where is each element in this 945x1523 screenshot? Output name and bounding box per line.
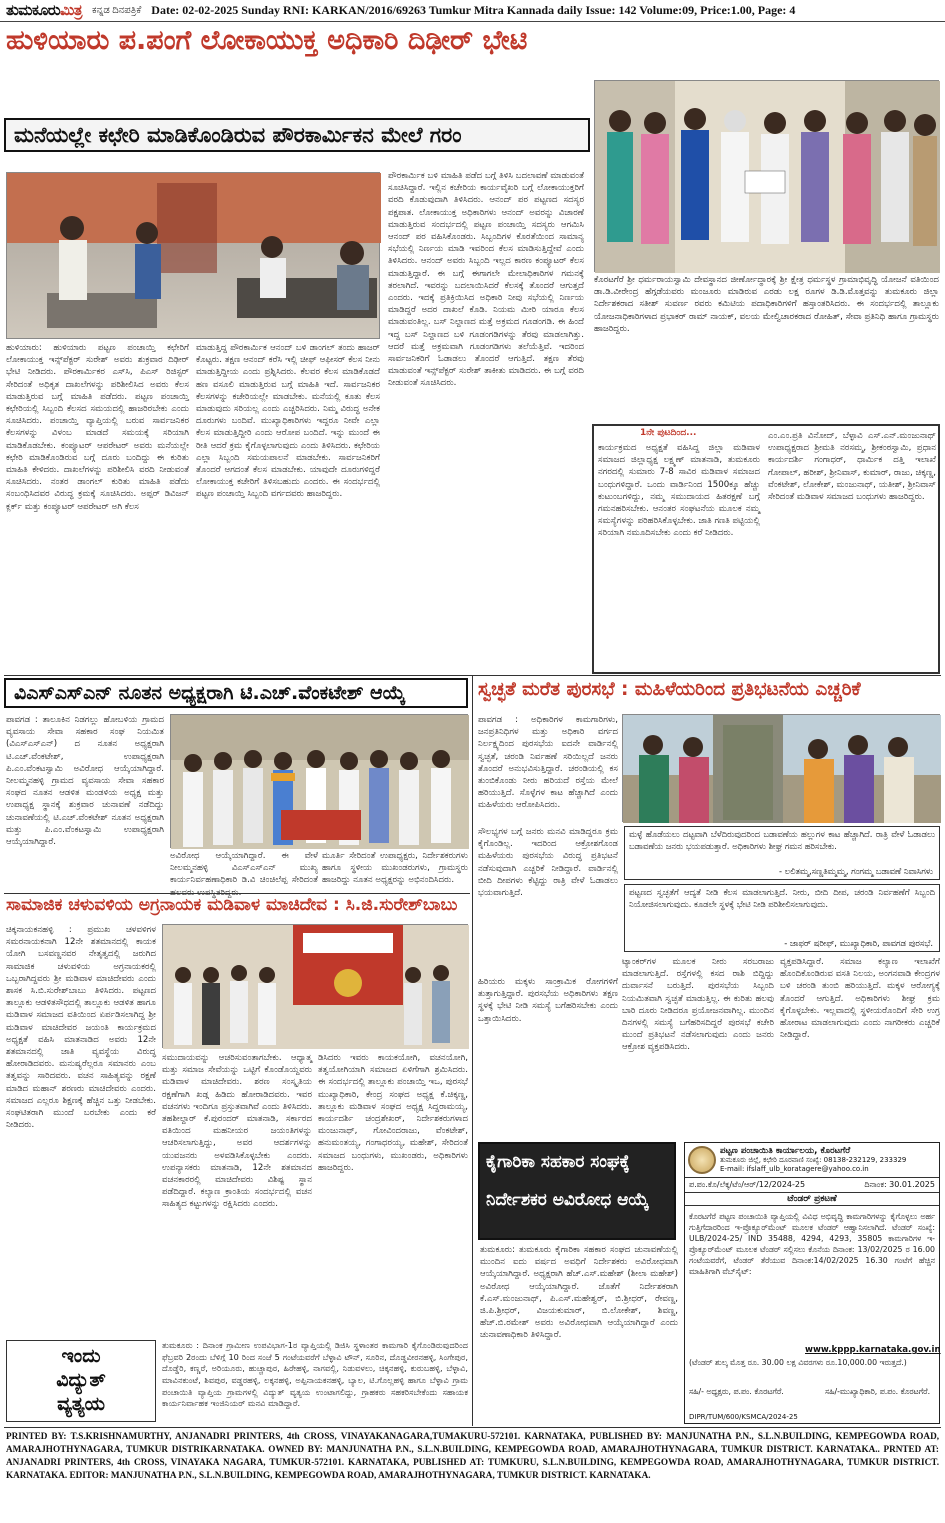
divider-madivala-top [4,893,470,894]
power-cut-body: ತುಮಕೂರು : ದಿನಾಂಕ ಗ್ರಾಮೀಣ ಉಪವಿಭಾಗ-1ರ ವ್ಯಾಪ್ತಿಯಲ್ಲಿ ಡಿಜಿಸಿ ಸ್ಥಳಾಂತರ ಕಾಮಗಾರಿ ಕೈಗೊಂಡಿರುವುದರಿಂದ ಫೆಬ್ರವರಿ 2ರಂದು ಬೆಳಿಗ್ಗೆ 10 ರಿಂದ ಸಂಜೆ 5 ಗಂಟೆಯವರೆಗೆ ಬೆಳ್ಳಾವಿ ಟೌನ್, ಸೂರಿನ, ದೊಡ್ಡವೀರನಹಳ್ಳಿ, ಸಿಂಗೇಪುರ, ದೊಡ್ಡೆರಿ, ಕಣ್ಣರೆ, ಅರಿಯೂರು, ಹುಚ್ಚಾಪುರ, ಹಿರೇಹಳ್ಳಿ, ನಾಗವಲ್ಲಿ, ನಿಡುವಳಲು, ಚಿಕ್ಕನಹಳ್ಳಿ, ಕುರುಬಹಳ್ಳಿ, ಬೆಳ್ಳಾವಿ, ಮಾವಿನಕುಂಟೆ, ಶಿವಪುರ, ವಡ್ಡರಹಳ್ಳಿ, ಲಕ್ಕನಹಳ್ಳಿ, ಅಪ್ಪಿನಾಯಕನಹಳ್ಳಿ, ಬ್ಯಾಲ, ಟಿ.ಗೊಲ್ಲಹಳ್ಳಿ ಹಾಗೂ ಬೆಳ್ಳಾವಿ ಗ್ರಾಮ ಪಂಚಾಯಿತಿ ವ್ಯಾಪ್ತಿಯ ಗ್ರಾಮಗಳಲ್ಲಿ ವಿದ್ಯುತ್ ವ್ಯತ್ಯಯ ಉಂಟಾಗಲಿದ್ದು, ಗ್ರಾಹಕರು ಸಹಕರಿಸಬೇಕೆಂದು ಸಹಾಯಕ ಕಾರ್ಯನಿರ್ವಾಹಕ ಇಂಜಿನಿಯರ್ ಮನವಿ ಮಾಡಿದ್ದಾರೆ. [162,1340,468,1409]
tender-title: ಟೆಂಡರ್ ಪ್ರಕಟಣೆ [685,1193,939,1206]
tender-sign-right: ಸಹಿ/-ಮುಖ್ಯಾಧಿಕಾರಿ, ಪ.ಪಂ. ಕೊರಟಗೆರೆ. [825,1387,931,1396]
madivala-headline: ಸಾಮಾಜಿಕ ಚಳುವಳಿಯ ಅಗ್ರನಾಯಕ ಮಡಿವಾಳ ಮಾಚಿದೇವ : ಸಿ.ಜಿ.ಸುರೇಶ್‌ಬಾಬು [6,895,458,915]
story1-headline: ಹುಳಿಯಾರು ಪ.ಪಂಗೆ ಲೋಕಾಯುಕ್ತ ಅಧಿಕಾರಿ ದಿಢೀರ್ ಭೇಟಿ [6,25,528,56]
masthead-meta: Date: 02-02-2025 Sunday RNI: KARKAN/2016/69263 Tumkur Mitra Kannada daily Issue: 142 Volume:09, Price:1.00, Page: 4 [151,3,796,17]
memorial-column-2: ಎಂ.ಎಂ.ಪ್ರತಿ ವಿನೋದ್, ಬೆಳ್ಳಾವಿ ಎಸ್.ಎನ್.ಮಂಜುನಾಥ್ ಉಪಾಧ್ಯಕ್ಷರಾದ ಶ್ರೀಮತಿ ನರಸಮ್ಮ, ಶ್ರೀಕಂಠಸ್ವಾಮಿ, ಪ್ರಧಾನ ಕಾರ್ಯದರ್ಶಿ ಗಂಗಾಧರ್, ಧಾರ್ಮಿಕ ದತ್ತಿ ಇಲಾಖೆ ಗೋಪಾಲ್, ಹರೀಶ್, ಶ್ರೀನಿವಾಸ್, ಕುಮಾರ್, ರಾಜು, ಚಿಕ್ಕಣ್ಣ, ವೆಂಕಟೇಶ್, ಲೋಕೇಶ್, ಮಂಜುನಾಥ್, ಯತೀಶ್, ಶ್ರೀನಿವಾಸ್ ಸೇರಿದಂತೆ ಮಡಿವಾಳ ಸಮಾಜದ ಬಂಧುಗಳು ಹಾಜರಿದ್ದರು. [768,431,936,503]
tender-district: ತುಮಕೂರು ಜಿಲ್ಲೆ, ಕಛೇರಿ ದೂರವಾಣಿ ಸಂಖ್ಯೆ: 08138-232129, 233329 [720,1156,907,1164]
officer-quote-text: ಪಟ್ಟಣದ ಸ್ವಚ್ಛತೆಗೆ ಆದ್ಯತೆ ನೀಡಿ ಕೆಲಸ ಮಾಡಲಾಗುತ್ತಿದೆ. ನೀರು, ಬೀದಿ ದೀಪ, ಚರಂಡಿ ನಿರ್ವಹಣೆಗೆ ಸಿಬ್ಬಂದಿ ನಿಯೋಜಿಸಲಾಗುವುದು. ಕೂಡಲೇ ಸ್ಥಳಕ್ಕೆ ಭೇಟಿ ನೀಡಿ ಪರಿಶೀಲಿಸಲಾಗುವುದು. [629,887,935,909]
madivala-event-photo [162,924,468,1048]
memorial-box [592,424,940,674]
kaigarika-body: ತುಮಕೂರು: ತುಮಕೂರು ಕೈಗಾರಿಕಾ ಸಹಕಾರ ಸಂಘದ ಚುನಾವಣೆಯಲ್ಲಿ ಮುಂದಿನ ಐದು ವರ್ಷದ ಅವಧಿಗೆ ನಿರ್ದೇಶಕರು ಅವಿರೋಧವಾಗಿ ಆಯ್ಕೆಯಾಗಿದ್ದಾರೆ. ಅಧ್ಯಕ್ಷರಾಗಿ ಹೆಚ್.ಎಸ್.ಮಹೇಶ್ (ಶೀಲಾ ಮಹೇಶ್) ಅವಿರೋಧ ಆಯ್ಕೆಯಾಗಿದ್ದಾರೆ. ಜೊತೆಗೆ ನಿರ್ದೇಶಕರಾಗಿ ಕೆ.ಎಸ್.ಮಂಜುನಾಥ್, ಪಿ.ಎಸ್.ಮಹೇಶ್ವರ್, ಬಿ.ಶ್ರೀಧರ್, ರೇವಣ್ಣ, ಜಿ.ಪಿ.ಶ್ರೀಧರ್, ವಿಜಯಕುಮಾರ್, ಬಿ.ಲೋಕೇಶ್, ಶಿವಣ್ಣ, ಹೆಚ್.ಬಿ.ರಮೇಶ್ ಅವರು ಅವಿರೋಧವಾಗಿ ಆಯ್ಕೆಯಾಗಿದ್ದಾರೆ ಎಂದು ಚುನಾವಣಾಧಿಕಾರಿ ತಿಳಿಸಿದ್ದಾರೆ. [480,1245,678,1341]
women-protest-illustration [623,715,941,823]
tender-code: DIPR/TUM/600/KSMCA/2024-25 [689,1413,798,1421]
madivala-column-3: ಡಿಸಿದರು ಇವರು ಕಾಯಕಯೋಗಿ, ವಚನಯೋಗಿ, ತತ್ವಯೋಗಿಯಾಗಿ ಸಮಾಜದ ಏಳಿಗೆಗಾಗಿ ಶ್ರಮಿಸಿದರು. ಈ ಸಂದರ್ಭದಲ್ಲಿ ತಾಲ್ಲೂಕು ಪಂಚಾಯ್ತಿ ಇಒ, ಪುರಸಭೆ ಮುಖ್ಯಾಧಿಕಾರಿ, ಕೇಂದ್ರ ಸಂಘದ ಅಧ್ಯಕ್ಷ ಕೆ.ಚಿಕ್ಕಣ್ಣ, ತಾಲ್ಲೂಕು ಮಡಿವಾಳ ಸಂಘದ ಅಧ್ಯಕ್ಷ ಸಿದ್ದರಾಮಯ್ಯ, ಕಾರ್ಯದರ್ಶಿ ಚಂದ್ರಶೇಖರ್, ನಿರ್ದೇಶಕರುಗಳಾದ ಮಂಜುನಾಥ್, ಗೋವಿಂದರಾಜು, ವೆಂಕಟೇಶ್, ಹನುಮಂತಯ್ಯ, ಗಂಗಾಧರಯ್ಯ, ಮಹೇಶ್, ಸೇರಿದಂತೆ ಸಮಾಜದ ಬಂಧುಗಳು, ಮುಖಂಡರು, ಅಧಿಕಾರಿಗಳು ಹಾಜರಿದ್ದರು. [318,1053,468,1173]
memorial-column-1: ಕಾರ್ಯಕ್ರಮದ ಅಧ್ಯಕ್ಷತೆ ವಹಿಸಿದ್ದ ಜಿಲ್ಲಾ ಮಡಿವಾಳ ಸಮಾಜದ ಜಿಲ್ಲಾಧ್ಯಕ್ಷ ಲಕ್ಷ್ಮಣ್ ಮಾತನಾಡಿ, ತುಮಕೂರು ನಗರದಲ್ಲಿ ಸುಮಾರು 7-8 ಸಾವಿರ ಮಡಿವಾಳ ಸಮಾಜದ ಬಂಧುಗಳಿದ್ದಾರೆ. ಒಂದು ವಾರ್ಡಿನಿಂದ 1500ಕ್ಕೂ ಹೆಚ್ಚು ಕುಟುಂಬಗಳಿದ್ದು, ನಮ್ಮ ಸಮುದಾಯದ ಹಿತರಕ್ಷಣೆ ಬಗ್ಗೆ ಗಮನಹರಿಸಬೇಕು. ಆನಂತರ ಸಂಘಟನೆಯ ಮೂಲಕ ನಮ್ಮ ಸಮಸ್ಯೆಗಳನ್ನು ಪರಿಹರಿಸಿಕೊಳ್ಳಬೇಕು. ಜಾತಿ ಗಣತಿ ಪಟ್ಟಿಯಲ್ಲಿ ಸರಿಯಾಗಿ ನಮೂದಿಸಬೇಕು ಎಂದು ಕರೆ ನೀಡಿದರು. [598,443,760,539]
resident-quote-text: ಮಳ್ಳೆ ಹೊಡೆಯಲು ದಟ್ಟವಾಗಿ ಬೆಳೆದಿರುವುದರಿಂದ ಬಡಾವಣೆಯ ಹಲ್ಲುಗಳ ಕಾಟ ಹೆಚ್ಚಾಗಿದೆ. ರಾತ್ರಿ ವೇಳೆ ಓಡಾಡಲು ಬಡಾವಣೆಯ ಜನರು ಭಯಪಡುತ್ತಾರೆ. ಅಧಿಕಾರಿಗಳು ಶೀಘ್ರ ಗಮನ ಹರಿಸಬೇಕು. [629,829,935,851]
cheque-handover-illustration [595,81,940,273]
resident-quote-box [624,826,940,880]
swachhata-column-1: ಪಾವಗಡ : ಅಧಿಕಾರಿಗಳ ಕಾಮಗಾರಿಗಳು, ಜನಪ್ರತಿನಿಧಿಗಳ ಮತ್ತು ಅಧಿಕಾರಿ ವರ್ಗದ ನಿರ್ಲಕ್ಷ್ಯದಿಂದ ಪುರಸಭೆಯ ಐದನೇ ವಾರ್ಡಿನಲ್ಲಿ ಸ್ವಚ್ಛತೆ, ಚರಂಡಿ ನಿರ್ವಹಣೆ ಸರಿಯಿಲ್ಲದೆ ಜನರು ತೊಂದರೆ ಅನುಭವಿಸುತ್ತಿದ್ದಾರೆ. ಚರಂಡಿಯಲ್ಲಿ ಕಸ ತುಂಬಿಕೊಂಡು ನೀರು ಹರಿಯದೆ ರಸ್ತೆಯ ಮೇಲೆ ಹರಿಯುತ್ತಿದೆ. ಸೊಳ್ಳೆಗಳ ಕಾಟ ಹೆಚ್ಚಾಗಿದೆ ಎಂದು ಮಹಿಳೆಯರು ಆರೋಪಿಸಿದರು. [478,715,618,811]
swachhata-women-photo [622,714,940,822]
vssn-column-1: ಪಾವಗಡ : ತಾಲೂಕಿನ ನಿಡಗಲ್ಲು ಹೋಬಳಿಯ ಗ್ರಾಮದ ವ್ಯವಸಾಯ ಸೇವಾ ಸಹಕಾರ ಸಂಘ ನಿಯಮಿತ (ವಿಎಸ್‌ಎಸ್‌ಎನ್) ದ ನೂತನ ಅಧ್ಯಕ್ಷರಾಗಿ ಟಿ.ಎಚ್.ವೆಂಕಟೇಶ್, ಉಪಾಧ್ಯಕ್ಷರಾಗಿ ಪಿ.ಎಂ.ವೆಂಕಟಸ್ವಾಮಿ ಅವಿರೋಧ ಆಯ್ಕೆಯಾಗಿದ್ದಾರೆ. ನೀಲಮ್ಮನಹಳ್ಳಿ ಗ್ರಾಮದ ವ್ಯವಸಾಯ ಸೇವಾ ಸಹಕಾರ ಸಂಘದ ನೂತನ ಆಡಳಿತ ಮಂಡಳಿಯ ಅಧ್ಯಕ್ಷ ಮತ್ತು ಉಪಾಧ್ಯಕ್ಷ ಸ್ಥಾನಕ್ಕೆ ಶುಕ್ರವಾರ ಚುನಾವಣೆ ನಡೆದಿದ್ದು ಚುನಾವಣೆಯಲ್ಲಿ ಟಿ.ಎಚ್.ವೆಂಕಟೇಶ್ ನೂತನ ಅಧ್ಯಕ್ಷರಾಗಿ ಮತ್ತು ಪಿ.ಎಂ.ವೆಂಕಟಸ್ವಾಮಿ ಉಪಾಧ್ಯಕ್ಷರಾಗಿ ಆಯ್ಕೆಯಾಗಿದ್ದಾರೆ. [6,715,164,848]
dharmasthala-cheque-photo [594,80,939,272]
power-label-line-1: ಇಂದು [61,1345,101,1367]
lokayukta-office-photo [6,172,380,339]
resident-quote-attribution: - ಲಲಿತಮ್ಮ,ಸಣ್ಣತಿಮ್ಮಮ್ಮ, ಗಂಗಮ್ಮ ಬಡಾವಣೆ ನಿವಾಸಿಗಳು [779,866,933,876]
tender-ref: ಪ.ಪಂ.ಕೊ/ಲೆಕ್ಕ/ಟೆಂ/ಆರ್/12/2024-25 [689,1180,806,1189]
imprint-footer: PRINTED BY: T.S.KRISHNAMURTHY, ANJANADRI PRINTERS, 4th CROSS, VINAYAKANAGARA,TUMAKURU-572101. KARNATAKA, PUBLISHED BY: MANJUNATHA P.N., S.L.N.BUILDING, KEMPEGOWDA ROAD, AMARAJHOTHYNAGARA, TUMKUR DISTRIKARNATAKA. OWNED BY: MANJUNATHA P.N., S.L.N.BUILDING, KEMPEGOWDA ROAD, AMARAJHOTHYNAGARA, TUMKUR DISTRICT. KARNATAKA.. PRNTED AT: ANJANADRI PRINTERS, 4th CROSS, VINAYAKA NAGARA, TUMKUR-572101. KARNATAKA, PUBLISHED AT: TUMKURU, S.L.N.BUILDING, KEMPEGOWDA ROAD, AMARAJHOTHYNAGARA, TUMKUR DISTRICT. KARNATAKA. EDITOR: MANJUNATHA P.N., S.L.N.BUILDING, KEMPEGOWDA ROAD, AMARAJHOTHYNAGARA, TUMKUR DISTRICT. KARNATAKA. [6,1431,939,1480]
logo-part-1: ತುಮಕೂರು [6,2,61,19]
power-cut-label [7,1345,155,1416]
vssn-felicitation-photo [170,714,468,848]
madivala-event-illustration [163,925,469,1049]
tender-email: E-mail: ifslaff_ulb_koratagere@yahoo.co.in [720,1165,869,1174]
officer-quote-attribution: - ಜಾಫರ್ ಷರೀಫ್, ಮುಖ್ಯಾಧಿಕಾರಿ, ಪಾವಗಡ ಪುರಸಭೆ. [784,938,933,948]
story1-column-1: ಹುಳಿಯಾರು: ಹುಳಿಯಾರು ಪಟ್ಟಣ ಪಂಚಾಯ್ತಿ ಕಛೇರಿಗೆ ಲೋಕಾಯುಕ್ತ ಇನ್ಸ್‌ಪೆಕ್ಟರ್ ಸುರೇಶ್ ಅವರು ಶುಕ್ರವಾರ ದಿಢೀರ್ ಭೇಟಿ ನೀಡಿದರು. ಪೌರಕಾರ್ಮಿಕರ ಎಸ್‌ಸಿ, ಪಿಎಸ್ ರಿಜಿಸ್ಟರ್ ಸೇರಿದಂತೆ ಅಧಿಕೃತ ದಾಖಲೆಗಳನ್ನು ಪರಿಶೀಲಿಸಿದ ಅವರು ಕೆಲಸ ಮಾಡುತ್ತಿರುವ ಬಗ್ಗೆ ಮಾಹಿತಿ ಪಡೆದರು. ಪಟ್ಟಣ ಪಂಚಾಯ್ತಿ ಕಛೇರಿಯಲ್ಲಿ ಸಿಬ್ಬಂದಿ ಕೆಲಸದ ಸಮಯದಲ್ಲಿ ಹಾಜರಿರಬೇಕು ಎಂದು ಸೂಚಿಸಿದರು. ಪಂಚಾಯ್ತಿ ವ್ಯಾಪ್ತಿಯಲ್ಲಿ ಬರುವ ಸಾರ್ವಜನಿಕರ ಕೆಲಸಗಳನ್ನು ವಿಳಂಬ ಮಾಡದೆ ಸಮಯಕ್ಕೆ ಸರಿಯಾಗಿ ಮಾಡಿಕೊಡಬೇಕು. ಕಂಪ್ಯೂಟರ್ ಆಪರೇಟರ್ ಅವರು ಮನೆಯಲ್ಲೇ ಕಛೇರಿ ಮಾಡಿಕೊಂಡಿರುವ ಬಗ್ಗೆ ದೂರು ಬಂದಿದ್ದು ಈ ಕುರಿತು ಮಾಹಿತಿ ಕೇಳಿದರು. ದಾಖಲೆಗಳನ್ನು ಪರಿಶೀಲಿಸಿ ವರದಿ ನೀಡುವಂತೆ ಸೂಚಿಸಿದರು. ನಂತರ ಡಾಂಗಲ್ ಕುರಿತು ಮಾಹಿತಿ ಪಡೆದು ಸಂಬಂಧಿಸಿದವರ ವಿರುದ್ಧ ಕ್ರಮಕ್ಕೆ ಸೂಚಿಸಿದರು. ಅಪ್ಪರ್ ಡಿವಿಜನ್ ಕ್ಲರ್ಕ್ ಮತ್ತು ಕಂಪ್ಯೂಟರ್ ಆಪರೇಟರ್ ಅಗಿ ಕೆಲಸ [6,343,189,512]
tender-sign-left: ಸಹಿ/- ಅಧ್ಯಕ್ಷರು, ಪ.ಪಂ. ಕೊರಟಗೆರೆ. [689,1387,784,1396]
story1-column-2: ಮಾಡುತ್ತಿದ್ದ ಪೌರಕಾರ್ಮಿಕ ಆನಂದ್ ಬಳಿ ಡಾಂಗಲ್ ತಂದು ಹಾಜರ್ ಕೊಟ್ಟರು. ತಕ್ಷಣ ಆನಂದ್ ಕರೆಸಿ ಇಲ್ಲಿ ಚೀಫ್ ಆಫೀಸರ್ ಕೆಲಸ ನೀನು ಮಾಡುತ್ತಿದ್ದೀಯ ಎಂದು ಪ್ರಶ್ನಿಸಿದರು. ಕೆಲವರ ಕೆಲಸ ಮಾಡಿಕೊಡದೆ ಹಣ ವಸೂಲಿ ಮಾಡುತ್ತಿರುವ ಬಗ್ಗೆ ಮಾಹಿತಿ ಇದೆ. ಸಾರ್ವಜನಿಕರ ಕೆಲಸಗಳನ್ನು ಕಚೇರಿಯಲ್ಲೇ ಮಾಡಬೇಕು. ಮನೆಯಲ್ಲಿ ಕೂತು ಕೆಲಸ ಮಾಡುವುದು ಸರಿಯಲ್ಲ ಎಂದು ಎಚ್ಚರಿಸಿದರು. ನಿಮ್ಮ ವಿರುದ್ಧ ಅನೇಕ ದೂರುಗಳು ಬಂದಿವೆ. ಮುಖ್ಯಾಧಿಕಾರಿಗಳು ಇದ್ದರೂ ನೀವೇ ಎಲ್ಲಾ ಕೆಲಸ ಮಾಡುತ್ತಿದ್ದೀರಿ ಎಂದು ಆರೋಪ ಬಂದಿದೆ. ಇನ್ನು ಮುಂದೆ ಈ ರೀತಿ ಆದರೆ ಕ್ರಮ ಕೈಗೊಳ್ಳಲಾಗುವುದು ಎಂದು ತಿಳಿಸಿದರು. ಕಛೇರಿಯ ಎಲ್ಲಾ ಸಿಬ್ಬಂದಿ ಸಮಯಪಾಲನೆ ಮಾಡಬೇಕು. ಸಾರ್ವಜನಿಕರಿಗೆ ತೊಂದರೆ ಆಗದಂತೆ ಕೆಲಸ ಮಾಡಬೇಕು. ಯಾವುದೇ ದೂರುಗಳಿದ್ದರೆ ಲೋಕಾಯುಕ್ತ ಕಚೇರಿಗೆ ತಿಳಿಸಬಹುದು ಎಂದರು. ಈ ಸಂದರ್ಭದಲ್ಲಿ ಪಟ್ಟಣ ಪಂಚಾಯ್ತಿ ಸಿಬ್ಬಂದಿ ವರ್ಗದವರು ಹಾಜರಿದ್ದರು. [196,343,380,500]
kaigarika-headline-line-1: ಕೈಗಾರಿಕಾ ಸಹಕಾರ ಸಂಘಕ್ಕೆ [486,1152,630,1172]
tender-notice [684,1142,940,1424]
memorial-title: 1ನೇ ಪುಟದಿಂದ... [640,428,697,438]
swachhata-column-2: ಸೌಲಭ್ಯಗಳ ಬಗ್ಗೆ ಜನರು ಮನವಿ ಮಾಡಿದ್ದರೂ ಕ್ರಮ ಕೈಗೊಂಡಿಲ್ಲ. ಇದರಿಂದ ಆಕ್ರೋಶಗೊಂಡ ಮಹಿಳೆಯರು ಪುರಸಭೆಯ ವಿರುದ್ಧ ಪ್ರತಿಭಟನೆ ನಡೆಸುವುದಾಗಿ ಎಚ್ಚರಿಕೆ ನೀಡಿದ್ದಾರೆ. ವಾರ್ಡಿನಲ್ಲಿ ಬೀದಿ ದೀಪಗಳು ಕೆಟ್ಟಿದ್ದು ರಾತ್ರಿ ವೇಳೆ ಓಡಾಡಲು ಭಯವಾಗುತ್ತಿದೆ. [478,827,618,899]
divider-footer-top [4,1427,941,1428]
dharmasthala-caption: ಕೊರಟಗೆರೆ ಶ್ರೀ ಧರ್ಮರಾಯಸ್ವಾಮಿ ದೇವಸ್ಥಾನದ ಜೀರ್ಣೋದ್ಧಾರಕ್ಕೆ ಶ್ರೀ ಕ್ಷೇತ್ರ ಧರ್ಮಸ್ಥಳ ಗ್ರಾಮಾಭಿವೃದ್ಧಿ ಯೋಜನೆ ವತಿಯಿಂದ ಡಾ.ಡಿ.ವೀರೇಂದ್ರ ಹೆಗ್ಗಡೆಯವರು ಮಂಜೂರು ಮಾಡಿರುವ ಎರಡು ಲಕ್ಷ ರೂಗಳ ಡಿ.ಡಿ.ಮೊತ್ತವನ್ನು ತುಮಕೂರು ಜಿಲ್ಲಾ ನಿರ್ದೇಶಕರಾದ ಸತೀಶ್ ಸುವರ್ಣ ರವರು ಕಮಿಟಿಯ ಪದಾಧಿಕಾರಿಗಳಿಗೆ ಹಸ್ತಾಂತರಿಸಿದರು. ಈ ಸಂದರ್ಭದಲ್ಲಿ ತಾಲ್ಲೂಕು ಯೋಜನಾಧಿಕಾರಿಗಳಾದ ಪ್ರಭಾಕರ್ ರಾಮ್ ನಾಯಕ್, ವಲಯ ಮೇಲ್ವಿಚಾರಕರಾದ ರೋಹಿತ್, ಸೇವಾ ಪ್ರತಿನಿಧಿ ಹಾಗೂ ಗ್ರಾಮಸ್ಥರು ಹಾಜರಿದ್ದರು. [594,275,939,334]
tender-body-2: (ಟೆಂಡರ್ ಶುಲ್ಕ ಮೊತ್ತ ರೂ. 30.00 ಲಕ್ಷ ವಿವರಗಳು ರೂ.10,000.00 ಇರುತ್ತದೆ.) [689,1358,907,1367]
divider-vertical-middle [472,676,473,1426]
vssn-column-2: ಅವಿರೋಧ ಆಯ್ಕೆಯಾಗಿದ್ದಾರೆ. ಈ ವೇಳೆ ನೀಲಮ್ಮನಹಳ್ಳಿ ವಿಎಸ್‌ಎಸ್‌ಎನ್ ಮುಖ್ಯ ಕಾರ್ಯನಿರ್ವಹಣಾಧಿಕಾರಿ ಡಿ.ವಿ ಚಿಂಚಿಲೆಪ್ಪ ಸೇರಿದಂತೆ [170,851,318,886]
logo-part-2: ಮಿತ್ರ [60,2,82,19]
swachhata-headline: ಸ್ವಚ್ಛತೆ ಮರೆತ ಪುರಸಭೆ : ಮಹಿಳೆಯರಿಂದ ಪ್ರತಿಭಟನೆಯ ಎಚ್ಚರಿಕೆ [478,679,861,700]
tender-website[interactable]: www.kppp.karnataka.gov.in [805,1345,941,1355]
madivala-column-1: ಚಿಕ್ಕನಾಯಕನಹಳ್ಳಿ : ಪ್ರಮುಖ ಚಳವಳಿಗಳ ಸಮರನಾಯಕನಾಗಿ 12ನೇ ಶತಮಾನದಲ್ಲಿ ಕಾಯಕ ಯೋಗಿ ಬಸವಣ್ಣನವರ ನೇತೃತ್ವದಲ್ಲಿ ಜರುಗಿದ ಸಾಮಾಜಿಕ ಚಳುವಳಿಯ ಅಗ್ರನಾಯಕರಲ್ಲಿ ಒಬ್ಬರಾಗಿದ್ದವರು ಶ್ರೀ ಮಡಿವಾಳ ಮಾಚಿದೇವರು ಎಂದು ಶಾಸಕ ಸಿ.ಬಿ.ಸುರೇಶ್‌ಬಾಬು ತಿಳಿಸಿದರು. ಪಟ್ಟಣದ ತಾಲ್ಲೂಕು ಆಡಳಿತಸೌಧದಲ್ಲಿ ತಾಲ್ಲೂಕು ಆಡಳಿತ ಹಾಗೂ ಮಡಿವಾಳ ಸಮಾಜದ ವತಿಯಿಂದ ಏರ್ಪಡಿಸಲಾಗಿದ್ದ ಶ್ರೀ ಮಡಿವಾಳ ಮಾಚಿದೇವರ ಜಯಂತಿ ಕಾರ್ಯಕ್ರಮದ ಅಧ್ಯಕ್ಷತೆ ವಹಿಸಿ ಮಾತನಾಡಿದ ಅವರು 12ನೇ ಶತಮಾನದಲ್ಲಿ ಜಾತಿ ವ್ಯವಸ್ಥೆಯ ವಿರುದ್ಧ ಹೋರಾಡಿದವರು. ಮನುಷ್ಯರೆಲ್ಲರೂ ಸಮಾನರು ಎಂಬ ತತ್ವವನ್ನು ಸಾರಿದವರು. ವಚನ ಸಾಹಿತ್ಯವನ್ನು ರಕ್ಷಣೆ ಮಾಡಿದ ಮಹಾನ್ ಶರಣರು ಮಾಚಿದೇವರು ಎಂದರು. ಸಮಾಜದ ಎಲ್ಲರೂ ಶಿಕ್ಷಣಕ್ಕೆ ಹೆಚ್ಚಿನ ಒತ್ತು ನೀಡಬೇಕು. ಸಂಘಟಿತರಾಗಿ ಮುಂದೆ ಬರಬೇಕು ಎಂದು ಕರೆ ನೀಡಿದರು. [6,925,156,1131]
office-photo-illustration [7,173,381,340]
power-label-line-2: ವಿದ್ಯುತ್ [56,1368,106,1391]
story1-subheadline-box [4,118,590,152]
kaigarika-headline-line-2: ನಿರ್ದೇಶಕರ ಅವಿರೋಧ ಆಯ್ಕೆ [486,1190,672,1210]
officer-quote-box [624,884,940,952]
story1-subheadline: ಮನೆಯಲ್ಲೇ ಕಛೇರಿ ಮಾಡಿಕೊಂಡಿರುವ ಪೌರಕಾರ್ಮಿಕನ ಮೇಲೆ ಗರಂ [14,122,462,147]
tender-office: ಪಟ್ಟಣ ಪಂಚಾಯಿತಿ ಕಾರ್ಯಾಲಯ, ಕೊರಟಗೆರೆ [720,1146,851,1156]
tender-header [685,1143,939,1178]
government-seal-icon [688,1146,716,1174]
swachhata-column-5: ವ್ಯಕ್ತಪಡಿಸಿದ್ದಾರೆ. ಸಮಾಜ ಕಲ್ಯಾಣ ಇಲಾಖೆಗೆ ಹೊಂದಿಕೊಂಡಿರುವ ವಸತಿ ನಿಲಯ, ಅಂಗನವಾಡಿ ಕೇಂದ್ರಗಳ ಬಳಿ ಚರಂಡಿ ತುಂಬಿ ಹರಿಯುತ್ತಿದೆ. ಮಕ್ಕಳ ಆರೋಗ್ಯಕ್ಕೆ ತೊಂದರೆ ಆಗುತ್ತಿದೆ. ಅಧಿಕಾರಿಗಳು ಶೀಘ್ರ ಕ್ರಮ ಕೈಗೊಳ್ಳಬೇಕು. ಇಲ್ಲವಾದಲ್ಲಿ ಸ್ಥಳೀಯರೊಂದಿಗೆ ಸೇರಿ ಉಗ್ರ ಹೋರಾಟ ಮಾಡಲಾಗುವುದು ಎಂದು ನಾಗರೀಕರು ಎಚ್ಚರಿಕೆ ನೀಡಿದ್ದಾರೆ. [780,957,940,1041]
newspaper-logo [6,2,82,20]
story1-column-3: ಪೌರಕಾರ್ಮಿಕ ಬಳಿ ಮಾಹಿತಿ ಪಡೆದ ಬಗ್ಗೆ ತಿಳಿಸಿ ಬದಲಾವಣೆ ಮಾಡುವಂತೆ ಸೂಚಿಸಿದ್ದಾರೆ. ಇಲ್ಲಿನ ಕಚೇರಿಯ ಕಾರ್ಯವೈಖರಿ ಬಗ್ಗೆ ಲೋಕಾಯುಕ್ತರಿಗೆ ವರದಿ ಕೊಡುವುದಾಗಿ ತಿಳಿಸಿದರು. ಆನಂದ್ ಪರ ಪಟ್ಟಣದ ಸದಸ್ಯರ ಪಕ್ಷಪಾತ. ಲೋಕಾಯುಕ್ತ ಅಧಿಕಾರಿಗಳು ಆನಂದ್ ಅವರನ್ನು ವಿಚಾರಣೆ ಮಾಡುತ್ತಿರುವ ಸಂದರ್ಭದಲ್ಲಿ ಪಟ್ಟಣ ಪಂಚಾಯ್ತಿ ಸದಸ್ಯರು ಆಗಮಿಸಿ ಆನಂದ್ ಪರ ವಹಿಸಿಕೊಂಡರು. ಸಿಬ್ಬಂದಿಗಳ ಕೊರತೆಯಿಂದ ಸಾಮಾನ್ಯ ಸಭೆಯಲ್ಲಿ ನಿರ್ಣಯ ಮಾಡಿ ಇವರಿಂದ ಕೆಲಸ ಮಾಡಿಸುತ್ತಿದ್ದೇವೆ ಎಂದು ತಿಳಿಸಿದರು. ಆನಂದ್ ಅವರು ಸಿಬ್ಬಂದಿ ಇಲ್ಲದ ಕಾರಣ ಕಂಪ್ಯೂಟರ್ ಕೆಲಸ ಮಾಡುತ್ತಿದ್ದಾರೆ. ಈ ಬಗ್ಗೆ ಈಗಾಗಲೇ ಮೇಲಾಧಿಕಾರಿಗಳ ಗಮನಕ್ಕೆ ತರಲಾಗಿದೆ. ಇವರನ್ನು ಬದಲಾಯಿಸಿದರೆ ಕೆಲಸಕ್ಕೆ ತೊಂದರೆ ಆಗುತ್ತದೆ ಎಂದರು. ಇದಕ್ಕೆ ಪ್ರತಿಕ್ರಿಯಿಸಿದ ಅಧಿಕಾರಿ ನೀವು ಸಭೆಯಲ್ಲಿ ನಿರ್ಣಯ ಮಾಡಿದ್ದರೆ ಅದರ ದಾಖಲೆ ಕೊಡಿ. ನಿಯಮ ಮೀರಿ ಯಾರೂ ಕೆಲಸ ಮಾಡುವಂತಿಲ್ಲ. ಬಸ್ ನಿಲ್ದಾಣದ ಮತ್ತೆ ಅಕ್ರಮದ ಗೂಡಂಗಡಿ. ಈ ಹಿಂದೆ ಇದ್ದ ಬಸ್ ನಿಲ್ದಾಣದ ಬಳಿ ಗೂಡಂಗಡಿಗಳನ್ನು ತೆರವು ಮಾಡಲಾಗಿತ್ತು. ಆದರೆ ಮತ್ತೆ ಅಕ್ರಮವಾಗಿ ಗೂಡಂಗಡಿಗಳು ತಲೆಯೆತ್ತಿವೆ. ಇದರಿಂದ ಸಾರ್ವಜನಿಕರಿಗೆ ಓಡಾಡಲು ತೊಂದರೆ ಆಗುತ್ತಿದೆ. ತಕ್ಷಣ ತೆರವು ಮಾಡುವಂತೆ ಇನ್ಸ್‌ಪೆಕ್ಟರ್ ಸುರೇಶ್ ತಾಕೀತು ಮಾಡಿದರು. ಈ ಬಗ್ಗೆ ವರದಿ ನೀಡುವಂತೆ ಸೂಚಿಸಿದರು. [388,171,584,389]
vssn-headline: ವಿಎಸ್‌ಎಸ್‌ಎನ್ ನೂತನ ಅಧ್ಯಕ್ಷರಾಗಿ ಟಿ.ಎಚ್.ವೆಂಕಟೇಶ್ ಆಯ್ಕೆ [14,682,406,704]
madivala-column-2: ಸಮುದಾಯವನ್ನು ಆಚರಿಸುವಂತಾಗಬೇಕು. ಆಧ್ಯಾತ್ಮ ಮತ್ತು ಸಮಾಜ ಸೇವೆಯನ್ನು ಒಟ್ಟಿಗೆ ಕೊಂಡೊಯ್ದವರು ಮಡಿವಾಳ ಮಾಚಿದೇವರು. ಶರಣ ಸಂಸ್ಕೃತಿಯ ರಕ್ಷಣೆಗಾಗಿ ಖಡ್ಗ ಹಿಡಿದು ಹೋರಾಡಿದವರು. ಇವರ ವಚನಗಳು ಇಂದಿಗೂ ಪ್ರಸ್ತುತವಾಗಿವೆ ಎಂದು ತಿಳಿಸಿದರು. ತಹಶೀಲ್ದಾರ್ ಕೆ.ಪುರಂದರ್ ಮಾತನಾಡಿ, ಸರ್ಕಾರದ ವತಿಯಿಂದ ಮಹನೀಯರ ಜಯಂತಿಗಳನ್ನು ಆಚರಿಸಲಾಗುತ್ತಿದ್ದು, ಅವರ ಆದರ್ಶಗಳನ್ನು ಯುವಜನರು ಅಳವಡಿಸಿಕೊಳ್ಳಬೇಕು ಎಂದರು. ಉಪನ್ಯಾಸಕರು ಮಾತನಾಡಿ, 12ನೇ ಶತಮಾನದ ವಚನಕಾರರಲ್ಲಿ ಮಾಚಿದೇವರು ವಿಶಿಷ್ಟ ಸ್ಥಾನ ಪಡೆದಿದ್ದಾರೆ. ಕಲ್ಯಾಣ ಕ್ರಾಂತಿಯ ಸಂದರ್ಭದಲ್ಲಿ ವಚನ ಸಾಹಿತ್ಯದ ಕಟ್ಟುಗಳನ್ನು ರಕ್ಷಿಸಿದರು ಎಂದರು. [162,1053,312,1210]
felicitation-illustration [171,715,469,849]
swachhata-column-4: ಟ್ಯಾಂಕರ್‌ಗಳ ಮೂಲಕ ನೀರು ಸರಬರಾಜು ಮಾಡಲಾಗುತ್ತಿದೆ. ರಸ್ತೆಗಳಲ್ಲಿ ಕಸದ ರಾಶಿ ಬಿದ್ದಿದ್ದು ದುರ್ವಾಸನೆ ಬರುತ್ತಿದೆ. ಪುರಸಭೆಯ ಸಿಬ್ಬಂದಿ ನಿಯಮಿತವಾಗಿ ಸ್ವಚ್ಛತೆ ಮಾಡುತ್ತಿಲ್ಲ. ಈ ಕುರಿತು ಹಲವು ಬಾರಿ ದೂರು ನೀಡಿದರೂ ಪ್ರಯೋಜನವಾಗಿಲ್ಲ. ಮುಂದಿನ ದಿನಗಳಲ್ಲಿ ಸಮಸ್ಯೆ ಬಗೆಹರಿಸದಿದ್ದರೆ ಪುರಸಭೆ ಕಚೇರಿ ಮುಂದೆ ಪ್ರತಿಭಟನೆ ನಡೆಸಲಾಗುವುದು ಎಂದು ಜನರು ಆಕ್ರೋಶ ವ್ಯಕ್ತಪಡಿಸಿದರು. [622,957,774,1053]
tender-ref-row [685,1178,939,1193]
masthead-tagline: ಕನ್ನಡ ದಿನಪತ್ರಿಕೆ [91,5,142,16]
vssn-headline-box [4,678,468,708]
power-label-line-3: ವ್ಯತ್ಯಯ [57,1392,105,1415]
swachhata-column-3: ಹಿರಿಯರು ಮಕ್ಕಳು ಸಾಂಕ್ರಾಮಿಕ ರೋಗಗಳಿಗೆ ತುತ್ತಾಗುತ್ತಿದ್ದಾರೆ. ಪುರಸಭೆಯ ಅಧಿಕಾರಿಗಳು ತಕ್ಷಣ ಸ್ಥಳಕ್ಕೆ ಭೇಟಿ ನೀಡಿ ಸಮಸ್ಯೆ ಬಗೆಹರಿಸಬೇಕು ಎಂದು ಒತ್ತಾಯಿಸಿದರು. [478,977,618,1024]
tender-body: ಕೊರಟಗೆರೆ ಪಟ್ಟಣ ಪಂಚಾಯಿತಿ ವ್ಯಾಪ್ತಿಯಲ್ಲಿ ವಿವಿಧ ಅಭಿವೃದ್ಧಿ ಕಾಮಗಾರಿಗಳನ್ನು ಕೈಗೊಳ್ಳಲು ಅರ್ಹ ಗುತ್ತಿಗೆದಾರರಿಂದ ಇ-ಪ್ರೊಕ್ಯೂರ್‌ಮೆಂಟ್ ಮೂಲಕ ಟೆಂಡರ್ ಆಹ್ವಾನಿಸಲಾಗಿದೆ. ಟೆಂಡರ್ ಸಂಖ್ಯೆ: ULB/2024-25/ IND 35488, 4294, 4293, 35805 ಕಾಮಗಾರಿಗಳ ಇ-ಪ್ರೊಕ್ಯೂರ್‌ಮೆಂಟ್ ಮೂಲಕ ಟೆಂಡರ್ ಸಲ್ಲಿಸಲು ಕೊನೆಯ ದಿನಾಂಕ: 13/02/2025 ರ 16.00 ಗಂಟೆಯವರೆಗೆ, ಟೆಂಡರ್ ತೆರೆಯುವ ದಿನಾಂಕ:14/02/2025 16.30 ಗಂಟೆಗೆ ಹೆಚ್ಚಿನ ಮಾಹಿತಿಗಾಗಿ ವೆಬ್‌ಸೈಟ್: [689,1212,935,1277]
power-cut-label-box [6,1340,156,1422]
tender-date: ದಿನಾಂಕ: 30.01.2025 [864,1180,935,1189]
vssn-column-3: ಮೂರ್ತಿ ಸೇರಿದಂತೆ ಉಪಾಧ್ಯಕ್ಷರು, ನಿರ್ದೇಶಕರುಗಳು ಹಾಗೂ ಸ್ಥಳೀಯ ಮುಖಂಡರುಗಳು, ಗ್ರಾಮಸ್ಥರು ಹಾಜರಿದ್ದು ನೂತನ ಅಧ್ಯಕ್ಷರನ್ನು ಅಭಿನಂದಿಸಿದರು. [322,851,468,886]
masthead [0,0,945,22]
kaigarika-headline-box [478,1142,676,1240]
